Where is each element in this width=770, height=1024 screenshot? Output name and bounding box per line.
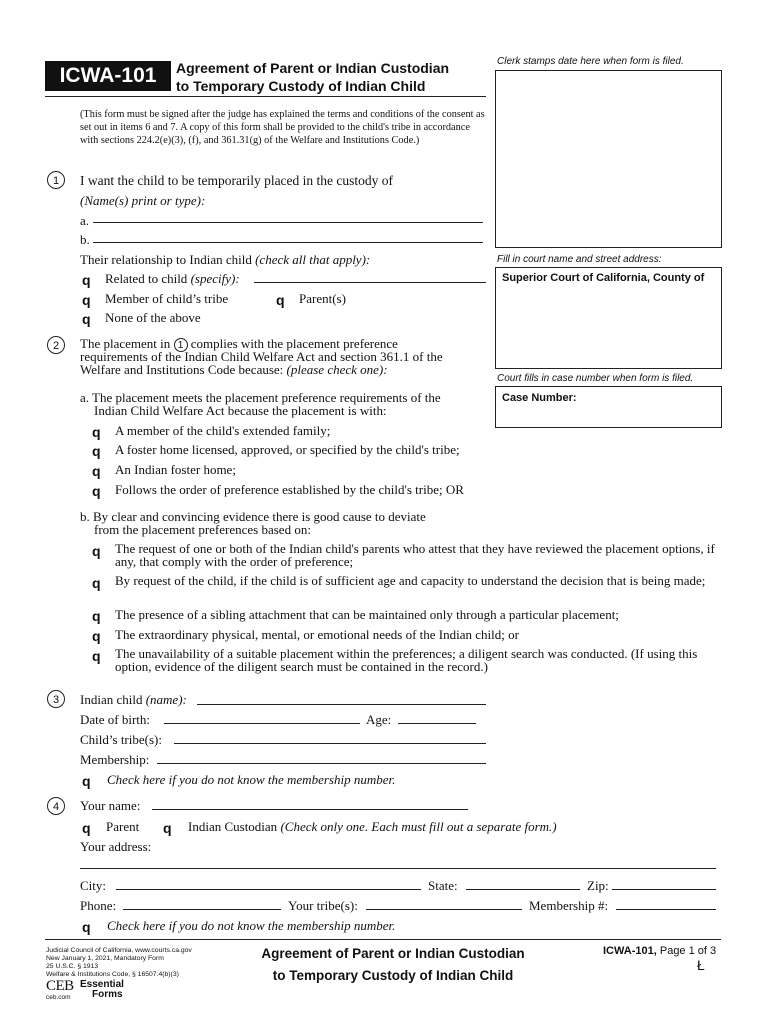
form-title [176,59,486,95]
opt-2b-4: The extraordinary physical, mental, or emotional needs of the Indian child; or [115,627,519,642]
ceb-logo-site: ceb.com [46,994,71,1001]
checkbox-related[interactable]: q [82,272,91,288]
child-membership-line[interactable] [157,763,486,764]
checkbox-none[interactable]: q [82,311,91,327]
opt-custodian-label: Indian Custodian [188,819,278,834]
footer-corner-mark: Ł [697,957,705,973]
opt-2b-1: The request of one or both of the Indian child's parents who attest that they have reviewed the placement options, if any, that comply with the order of preference; [115,541,715,569]
checkbox-2b-1[interactable]: q [92,543,101,559]
case-number-label: Case Number: [502,392,577,404]
opt-2b-3: The presence of a sibling attachment that can be maintained only through a particular placement; [115,607,619,622]
checkbox-2a-1[interactable]: q [92,424,101,440]
item3-membership-label: Membership: [80,752,150,767]
item2-text-d: Welfare and Institutions Code because: [80,362,284,377]
item2-text-hint: (please check one): [286,362,388,377]
footer-line2: New January 1, 2021, Mandatory Form [46,955,164,962]
item4-membership-label: Membership #: [529,898,609,913]
opt-related-label: Related to child [105,271,188,286]
item2-ref-number: 1 [174,338,188,352]
footer-title-line2: to Temporary Custody of Indian Child [272,968,514,983]
item4-address-label: Your address: [80,839,152,854]
opt-parents: Parent(s) [299,291,346,306]
footer-form-id: ICWA-101, [603,945,657,957]
court-name-box[interactable] [495,267,722,369]
item1-relationship-prefix: Their relationship to Indian child [80,252,252,267]
item3-tribe-label: Child’s tribe(s): [80,732,162,747]
item4-phone-label: Phone: [80,898,117,913]
related-line[interactable] [254,282,486,283]
address-line[interactable] [80,868,716,869]
item2-b-line2: from the placement preferences based on: [94,522,311,537]
opt-2b-5: The unavailability of a suitable placement within the preferences; a diligent search was conducted. (If using this option, evidence of the diligent search must be contained in the record.) [115,646,698,674]
clerk-stamp-box[interactable] [495,70,722,248]
child-name-line[interactable] [197,704,486,705]
dob-line[interactable] [164,723,360,724]
case-number-note: Court fills in case number when form is filed. [497,373,694,384]
court-fill-note: Fill in court name and street address: [497,254,662,265]
opt-member: Member of child’s tribe [105,291,229,306]
checkbox-2b-4[interactable]: q [92,628,101,644]
opt-2b-2: By request of the child, if the child is of sufficient age and capacity to understand the decision that is being made; [115,573,706,588]
opt-related [105,271,240,287]
item1-relationship [80,252,370,268]
footer-citation [46,947,192,979]
opt-custodian [188,819,557,835]
footer-line1: Judicial Council of California, www.courts.ca.gov [46,947,192,954]
item3-child-label: Indian child [80,692,143,707]
opt-custodian-hint: (Check only one. Each must fill out a separate form.) [280,819,557,834]
item2-b-line1: b. By clear and convincing evidence there is good cause to deviate [80,509,426,524]
item1-a-label: a. [80,213,90,228]
essential-forms-line1: Essential [80,979,124,990]
your-membership-line[interactable] [616,909,716,910]
checkbox-2b-3[interactable]: q [92,608,101,624]
court-name-label: Superior Court of California, County of [502,272,705,284]
item1-text: I want the child to be temporarily placed in the custody of [80,173,394,188]
opt-2a-3: An Indian foster home; [115,462,236,477]
item2-line2: requirements of the Indian Child Welfare Act and section 361.1 of the [80,349,443,364]
item4-name-label: Your name: [80,798,141,813]
your-tribe-line[interactable] [366,909,522,910]
item2-text-a: The placement in [80,336,171,351]
item3-age-label: Age: [366,712,392,727]
checkbox-2a-2[interactable]: q [92,443,101,459]
checkbox-parents[interactable]: q [276,292,285,308]
item3-number: 3 [47,690,65,708]
item4-state-label: State: [428,878,458,893]
footer-page-info [603,945,716,957]
item4-unknown-note: Check here if you do not know the membership number. [107,918,396,933]
essential-forms-logo [80,980,124,1000]
state-line[interactable] [466,889,580,890]
age-line[interactable] [398,723,476,724]
opt-related-hint: (specify): [190,271,240,286]
form-id-badge: ICWA-101 [45,61,171,91]
opt-parent: Parent [106,819,140,834]
clerk-stamp-note: Clerk stamps date here when form is filed. [497,56,684,67]
item3-unknown-note: Check here if you do not know the membership number. [107,772,396,787]
opt-2a-1: A member of the child's extended family; [115,423,331,438]
form-title-line2: to Temporary Custody of Indian Child [176,78,426,94]
opt-none: None of the above [105,310,201,325]
checkbox-2b-5[interactable]: q [92,648,101,664]
item4-zip-label: Zip: [587,878,609,893]
item3-child-hint: (name): [145,692,187,707]
checkbox-2b-2[interactable]: q [92,575,101,591]
item2-a-line1: a. The placement meets the placement preference requirements of the [80,390,441,405]
ceb-logo-mark: CEB [46,978,74,994]
ceb-logo [46,978,74,1002]
checkbox-item3-unknown[interactable]: q [82,773,91,789]
item3-dob-label: Date of birth: [80,712,151,727]
item1-names-label: (Name(s) print or type): [80,193,206,208]
item2-line3 [80,362,388,378]
checkbox-item4-unknown[interactable]: q [82,919,91,935]
checkbox-2a-4[interactable]: q [92,483,101,499]
footer-line3: 25 U.S.C. § 1913 [46,963,99,970]
item4-number: 4 [47,797,65,815]
item4-city-label: City: [80,878,107,893]
footer-page: Page 1 of 3 [659,945,717,957]
checkbox-member[interactable]: q [82,292,91,308]
opt-2a-4: Follows the order of preference established by the child's tribe; OR [115,482,464,497]
form-title-line1: Agreement of Parent or Indian Custodian [176,60,450,76]
footer-line4: Welfare & Institutions Code, § 16507.4(b)(3) [46,971,179,978]
item2-a-line2: Indian Child Welfare Act because the placement is with: [94,403,387,418]
footer-title-line1: Agreement of Parent or Indian Custodian [261,946,525,961]
intro-text: (This form must be signed after the judge has explained the terms and conditions of the consent as set out in items 6 and 7. A copy of this form shall be provided to the child's tribe in accordance with sections 224.2(e)(3), (f), and 361.31(g) of the Welfare and Institutions Code.) [80,109,485,147]
city-line[interactable] [116,889,421,890]
item2-number: 2 [47,336,65,354]
item1-number: 1 [47,171,65,189]
opt-2a-2: A foster home licensed, approved, or specified by the child's tribe; [115,442,460,457]
header-rule [45,96,486,97]
item1-b-label: b. [80,232,90,247]
footer-rule [45,939,721,940]
checkbox-parent[interactable]: q [82,820,91,836]
child-tribe-line[interactable] [174,743,486,744]
item4-tribe-label: Your tribe(s): [288,898,358,913]
your-name-line[interactable] [152,809,468,810]
checkbox-custodian[interactable]: q [163,820,172,836]
footer-title [233,943,553,987]
item2-text-b: complies with the placement preference [190,336,398,351]
item1-a-line[interactable] [93,222,483,223]
item1-b-line[interactable] [93,242,483,243]
phone-line[interactable] [123,909,281,910]
case-number-box[interactable] [495,386,722,428]
essential-forms-line2: Forms [92,989,123,1000]
zip-line[interactable] [612,889,716,890]
item3-child [80,692,187,708]
item1-relationship-hint: (check all that apply): [255,252,371,267]
checkbox-2a-3[interactable]: q [92,463,101,479]
